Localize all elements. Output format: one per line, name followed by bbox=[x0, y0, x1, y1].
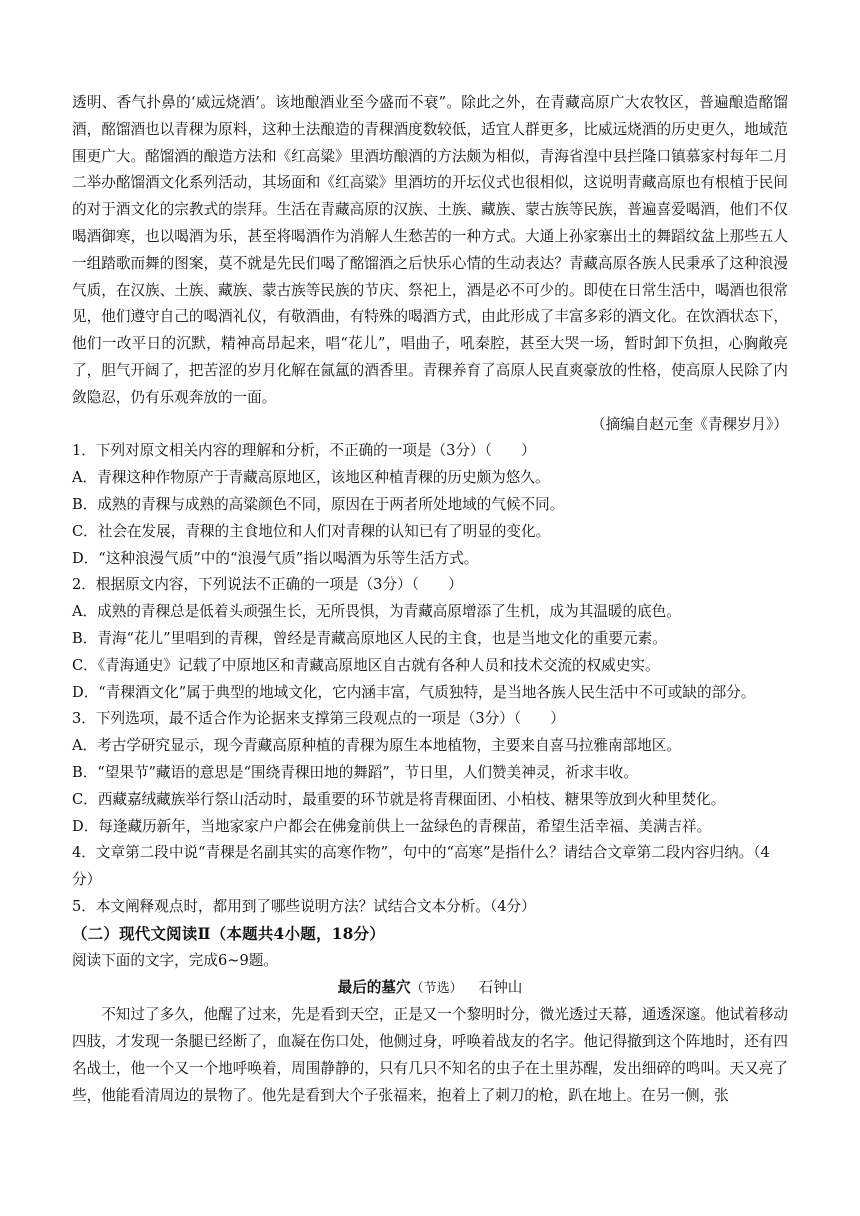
question-3-option-c: C．西藏嘉绒藏族举行祭山活动时，最重要的环节就是将青稞面团、小柏枝、糖果等放到火种里焚化。 bbox=[72, 790, 726, 808]
question-2: 2．根据原文内容，下列说法不正确的一项是（3分）（ ） bbox=[72, 576, 463, 594]
exam-page bbox=[72, 90, 788, 1109]
question-2-option-a: A．成熟的青稞总是低着头顽强生长，无所畏惧，为青藏高原增添了生机，成为其温暖的底色。 bbox=[72, 603, 681, 621]
story-title: 最后的墓穴 bbox=[337, 978, 411, 996]
question-2-option-c: C．《青海通史》记载了中原地区和青藏高原地区自古就有各种人员和技术交流的权威史实。 bbox=[72, 656, 660, 674]
question-1-option-c: C．社会在发展，青稞的主食地位和人们对青稞的认知已有了明显的变化。 bbox=[72, 522, 551, 540]
section-heading: （二）现代文阅读Ⅱ（本题共4小题，18分） bbox=[72, 924, 386, 943]
story-title-note: （节选） bbox=[410, 980, 463, 996]
question-1-option-b: B．成熟的青稞与成熟的高粱颜色不同，原因在于两者所处地域的气候不同。 bbox=[72, 495, 565, 513]
question-2-option-d: D．“青稞酒文化”属于典型的地域文化，它内涵丰富，气质独特，是当地各族人民生活中不可或缺的部分。 bbox=[72, 683, 756, 701]
question-3-option-b: B．“望果节”藏语的意思是“围绕青稞田地的舞蹈”，节日里，人们赞美神灵，祈求丰收。 bbox=[72, 763, 638, 781]
question-4: 4．文章第二段中说“青稞是名副其实的高寒作物”，句中的“高寒”是指什么？请结合文章第二段内容归纳。（4分） bbox=[72, 844, 770, 889]
section-instruction: 阅读下面的文字，完成6~9题。 bbox=[72, 951, 278, 969]
story-paragraph: 不知过了多久，他醒了过来，先是看到天空，正是又一个黎明时分，微光透过天幕，通透深邃。他试着移动四肢，才发现一条腿已经断了，血凝在伤口处，他侧过身，呼唤着战友的名字。他记得撤到这个阵地时，还有四名战士，他一个又一个地呼唤着，周围静静的，只有几只不知名的虫子在土里苏醒，发出细碎的鸣叫。天又亮了些，他能看清周边的景物了。他先是看到大个子张福来，抱着上了刺刀的枪，趴在地上。在另一侧，张 bbox=[72, 1006, 788, 1104]
question-1-option-a: A．青稞这种作物原产于青藏高原地区，该地区种植青稞的历史颇为悠久。 bbox=[72, 469, 550, 487]
question-3-option-d: D．每逢藏历新年，当地家家户户都会在佛龛前供上一盆绿色的青稞苗，希望生活幸福、美满吉祥。 bbox=[72, 817, 712, 835]
passage-paragraph: 透明、香气扑鼻的‘威远烧酒’。该地酿酒业至今盛而不衰”。除此之外，在青藏高原广大农牧区，普遍酿造酩馏酒，酩馏酒也以青稞为原料，这种土法酿造的青稞酒度数较低，适宜人群更多，比威远烧酒的历史更久，地域范围更广大。酩馏酒的酿造方法和《红高粱》里酒坊酿酒的方法颇为相似，青海省湟中县拦隆口镇慕家村每年二月二举办酩馏酒文化系列活动，其场面和《红高粱》里酒坊的开坛仪式也很相似，这说明青藏高原也有根植于民间的对于酒文化的宗教式的崇拜。生活在青藏高原的汉族、土族、藏族、蒙古族等民族，普遍喜爱喝酒，他们不仅喝酒御寒，也以喝酒为乐，甚至将喝酒作为消解人生愁苦的一种方式。大通上孙家寨出土的舞蹈纹盆上那些五人一组踏歌而舞的图案，莫不就是先民们喝了酩馏酒之后快乐心情的生动表达？青藏高原各族人民秉承了这种浪漫气质，在汉族、土族、藏族、蒙古族等民族的节庆、祭祀上，酒是必不可少的。即使在日常生活中，喝酒也很常见，他们遵守自己的喝酒礼仪，有敬酒曲，有特殊的喝酒方式，由此形成了丰富多彩的酒文化。在饮酒状态下，他们一改平日的沉默，精神高昂起来，唱“花儿”，唱曲子，吼秦腔，甚至大哭一场，暂时卸下负担，心胸敞亮了，胆气开阔了，把苦涩的岁月化解在氤氲的酒香里。青稞养育了高原人民直爽豪放的性格，使高原人民除了内敛隐忍，仍有乐观奔放的一面。 bbox=[72, 94, 788, 406]
question-2-option-b: B．青海“花儿”里唱到的青稞，曾经是青藏高原地区人民的主食，也是当地文化的重要元素。 bbox=[72, 629, 667, 647]
question-3-option-a: A．考古学研究显示，现今青藏高原种植的青稞为原生本地植物，主要来自喜马拉雅南部地区。 bbox=[72, 737, 681, 755]
question-1-option-d: D．“这种浪漫气质”中的“浪漫气质”指以喝酒为乐等生活方式。 bbox=[72, 549, 479, 567]
passage-source: （摘编自赵元奎《青稞岁月》） bbox=[590, 415, 788, 433]
story-author: 石钟山 bbox=[478, 978, 523, 996]
question-1: 1．下列对原文相关内容的理解和分析，不正确的一项是（3分）（ ） bbox=[72, 442, 536, 460]
story-title-line bbox=[72, 975, 788, 1003]
question-5: 5．本文阐释观点时，都用到了哪些说明方法？试结合文本分析。（4分） bbox=[72, 897, 536, 915]
question-3: 3．下列选项，最不适合作为论据来支撑第三段观点的一项是（3分）（ ） bbox=[72, 710, 565, 728]
